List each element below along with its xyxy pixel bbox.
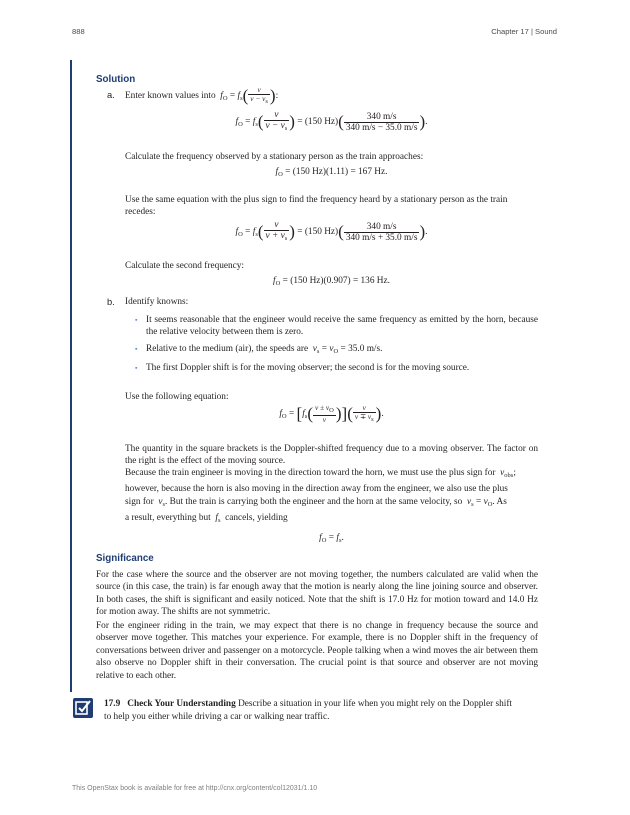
check-understanding-line-1: 17.9 Check Your Understanding Describe a situation in your life when you might rely on the Doppler shift	[104, 699, 513, 709]
check-understanding-icon	[73, 698, 93, 718]
paragraph-sign-4: a result, everything but $f_s$ cancels, yielding	[125, 513, 288, 524]
part-a-step2: Calculate the frequency observed by a stationary person as the train approaches:	[125, 152, 424, 162]
solution-heading: Solution	[96, 74, 136, 85]
part-a-step3: Use the same equation with the plus sign to find the frequency heard by a stationary person as the train recedes:	[125, 195, 508, 218]
bullet-2: ▪ Relative to the medium (air), the speeds are $v_s = v_O = 35.0$ m/s.	[146, 343, 538, 358]
equation-3: $f_O = f_s$( $\frac{v}{v + v_s}$ ) = (150 Hz)( $\frac{340 m/s}{340 m/s + 35.0 m/s}$ ).	[235, 220, 428, 243]
significance-paragraph-1: For the case where the source and the observer are not moving together, the numbers calculated are valid when the source (in this case, the train) is far enough away that the motion is nearly along the line joining source and observer. In both cases, the shift is significant and easily noticed. Note that the shift is 17.0 Hz for motion toward and 14.0 Hz for motion away. The shifts are not symmetric.	[96, 570, 538, 618]
use-equation-text: Use the following equation:	[125, 392, 229, 402]
equation-5: $f_O = [f_s$( $\frac{v \pm vO}{v}$ )]( $\frac{v}{v \mp vs}$ ).	[279, 403, 384, 424]
bullet-3: ▪ The first Doppler shift is for the moving observer; the second is for the moving source.	[146, 362, 538, 374]
equation-4: $f_O = (150$ Hz)(0.907) = 136 Hz.	[273, 276, 390, 287]
part-a-step4: Calculate the second frequency:	[125, 261, 244, 271]
chapter-title: Chapter 17 | Sound	[491, 27, 557, 36]
part-b-intro: Identify knowns:	[125, 297, 189, 307]
equation-1: $f_O = f_s$( $\frac{v}{v - v_s}$ ) = (150 Hz)( $\frac{340 m/s}{340 m/s - 35.0 m/s}$ ).	[235, 110, 428, 133]
significance-heading: Significance	[96, 553, 154, 564]
check-understanding-line-2: to help you either while driving a car or walking near traffic.	[104, 712, 330, 722]
equation-2: $f_O = (150$ Hz)(1.11) = 167 Hz.	[275, 167, 388, 178]
paragraph-sign-1: Because the train engineer is moving in the direction toward the horn, we must use the plus sign for $v_{obs}$;	[125, 468, 516, 479]
bullet-1: ▪ It seems reasonable that the engineer would receive the same frequency as emitted by the horn, because the relative velocity between them is zero.	[146, 314, 538, 339]
part-a-label: a.	[107, 90, 115, 100]
example-sidebar-rule	[70, 60, 72, 692]
paragraph-brackets: The quantity in the square brackets is the Doppler-shifted frequency due to a moving observer. The factor on the right is the effect of the moving source.	[125, 444, 538, 467]
significance-paragraph-2: For the engineer riding in the train, we may expect that there is no change in frequency because the source and observer move together. This matches your experience. For example, there is no Doppler shift in the frequency of conversations between driver and passenger on a motorcycle. People talking when a wind moves the air between them also observe no Doppler shift in their conversation. The crucial point is that source and observer are not moving relative to each other.	[96, 621, 538, 681]
footer-text: This OpenStax book is available for free at http://cnx.org/content/col12031/1.10	[72, 785, 318, 792]
part-a-intro: Enter known values into $f_O = f_s$( $\frac{v}{v - vs}$ ):	[125, 85, 279, 105]
paragraph-sign-2: however, because the horn is also moving in the direction away from the engineer, we also use the plus	[125, 484, 508, 494]
page-number: 888	[72, 27, 85, 36]
paragraph-sign-3: sign for $v_s$. But the train is carrying both the engineer and the horn at the same velocity, so $v_s = v_O$. As	[125, 497, 507, 508]
part-b-label: b.	[107, 297, 115, 307]
equation-6: $f_O = f_s$.	[319, 533, 344, 544]
